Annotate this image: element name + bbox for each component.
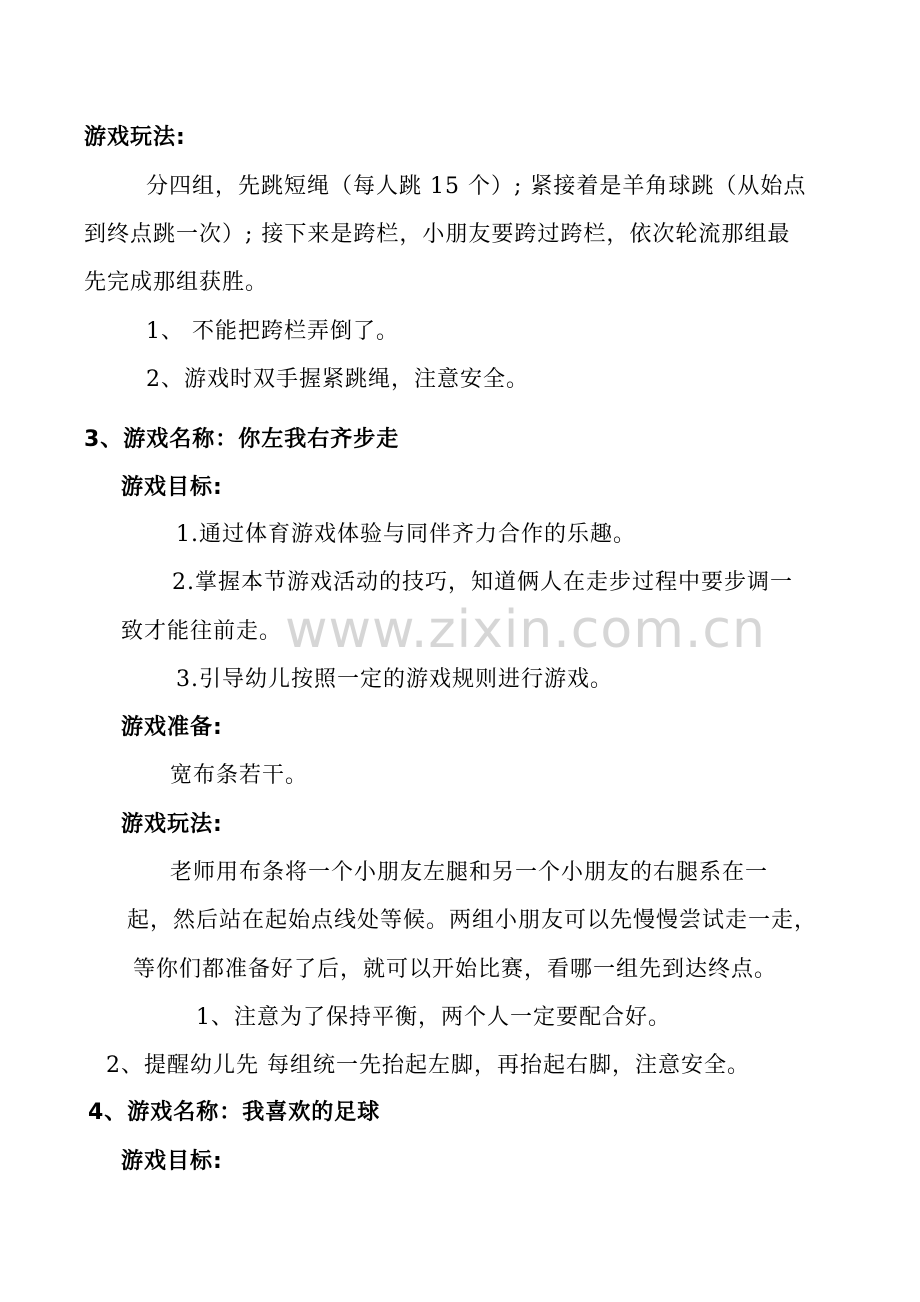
section-label-gameplay: 游戏玩法: — [84, 125, 186, 150]
section-label-goals: 游戏目标: — [121, 1149, 223, 1174]
paragraph-line: 先完成那组获胜。 — [84, 270, 269, 295]
paragraph-line: 宽布条若干。 — [170, 763, 309, 788]
paragraph-line: 分四组，先跳短绳（每人跳 15 个）; 紧接着是羊角球跳（从始点 — [146, 174, 807, 199]
paragraph-line: 起，然后站在起始点线处等候。两组小朋友可以先慢慢尝试走一走， — [127, 908, 818, 933]
paragraph-line: 到终点跳一次）; 接下来是跨栏，小朋友要跨过跨栏，依次轮流那组最 — [84, 222, 791, 247]
paragraph-line: 致才能往前走。 — [121, 619, 283, 644]
list-item: 1、 不能把跨栏弄倒了。 — [146, 319, 399, 344]
paragraph-line: 老师用布条将一个小朋友左腿和另一个小朋友的右腿系在一 — [170, 860, 769, 885]
section-label-gameplay: 游戏玩法: — [121, 812, 223, 837]
list-item: 3.引导幼儿按照一定的游戏规则进行游戏。 — [176, 667, 613, 692]
paragraph-line: 等你们都准备好了后，就可以开始比赛，看哪一组先到达终点。 — [133, 957, 778, 982]
list-item: 2、提醒幼儿先 每组统一先抬起左脚，再抬起右脚，注意安全。 — [106, 1053, 750, 1078]
list-item: 2.掌握本节游戏活动的技巧，知道俩人在走步过程中要步调一 — [172, 570, 793, 595]
section-heading: 3、游戏名称：你左我右齐步走 — [84, 427, 400, 452]
list-item: 1、注意为了保持平衡，两个人一定要配合好。 — [196, 1005, 671, 1030]
list-item: 2、游戏时双手握紧跳绳，注意安全。 — [146, 367, 529, 392]
section-heading: 4、游戏名称：我喜欢的足球 — [88, 1100, 381, 1125]
list-item: 1.通过体育游戏体验与同伴齐力合作的乐趣。 — [176, 522, 636, 547]
section-label-preparation: 游戏准备: — [121, 715, 223, 740]
section-label-goals: 游戏目标: — [121, 475, 223, 500]
watermark: www.zixin.com.cn — [285, 600, 766, 660]
